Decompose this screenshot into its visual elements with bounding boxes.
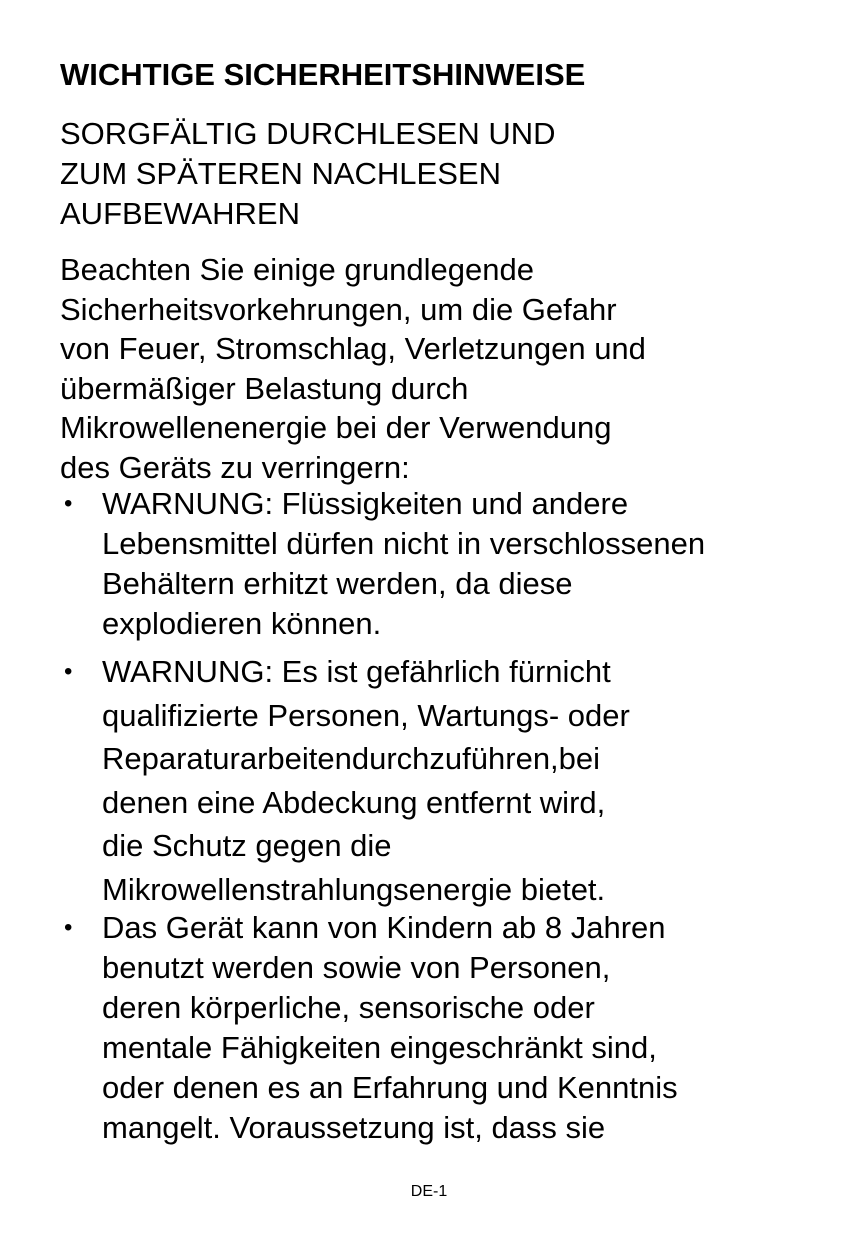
list-item-line: benutzt werden sowie von Personen, — [102, 950, 611, 985]
bullet-icon: • — [64, 490, 73, 517]
list-item-text — [102, 908, 678, 1148]
list-item-line: explodieren können. — [102, 606, 382, 641]
page-title: WICHTIGE SICHERHEITSHINWEISE — [60, 57, 586, 92]
intro-line: übermäßiger Belastung durch — [60, 370, 469, 406]
list-item-line: denen eine Abdeckung entfernt wird, — [102, 784, 606, 820]
list-item-line: WARNUNG: Es ist gefährlich fürnicht — [102, 654, 611, 689]
intro-line: Sicherheitsvorkehrungen, um die Gefahr — [60, 291, 617, 327]
list-item-line: Behältern erhitzt werden, da diese — [102, 566, 573, 601]
intro-paragraph — [60, 250, 646, 487]
list-item-line: mentale Fähigkeiten eingeschränkt sind, — [102, 1030, 657, 1065]
list-item-line: die Schutz gegen die — [102, 828, 392, 864]
subheading — [60, 114, 556, 234]
list-item-line: WARNUNG: Flüssigkeiten und andere — [102, 486, 629, 521]
list-item-line: Das Gerät kann von Kindern ab 8 Jahren — [102, 910, 666, 945]
list-item-line: Lebensmittel dürfen nicht in verschlossenen — [102, 526, 706, 561]
list-item-line: oder denen es an Erfahrung und Kenntnis — [102, 1070, 678, 1105]
intro-line: des Geräts zu verringern: — [60, 449, 410, 485]
subheading-line: SORGFÄLTIG DURCHLESEN UND — [60, 116, 556, 151]
list-item-line: mangelt. Voraussetzung ist, dass sie — [102, 1110, 606, 1145]
page-number: DE-1 — [410, 1183, 448, 1200]
bullet-icon: • — [64, 658, 73, 685]
intro-line: von Feuer, Stromschlag, Verletzungen und — [60, 331, 646, 366]
list-item-line: Mikrowellenstrahlungsenergie bietet. — [102, 871, 606, 907]
intro-line: Beachten Sie einige grundlegende — [60, 252, 534, 287]
list-item-line: qualifizierte Personen, Wartungs- oder — [102, 697, 630, 733]
subheading-line: ZUM SPÄTEREN NACHLESEN — [60, 156, 501, 191]
list-item-line: deren körperliche, sensorische oder — [102, 990, 595, 1025]
list-item-text — [102, 650, 630, 912]
list-item-text — [102, 484, 705, 644]
list-item-line: Reparaturarbeitendurchzuführen,bei — [102, 741, 601, 777]
bullet-icon: • — [64, 914, 73, 941]
intro-line: Mikrowellenenergie bei der Verwendung — [60, 410, 612, 445]
subheading-line: AUFBEWAHREN — [60, 196, 300, 231]
